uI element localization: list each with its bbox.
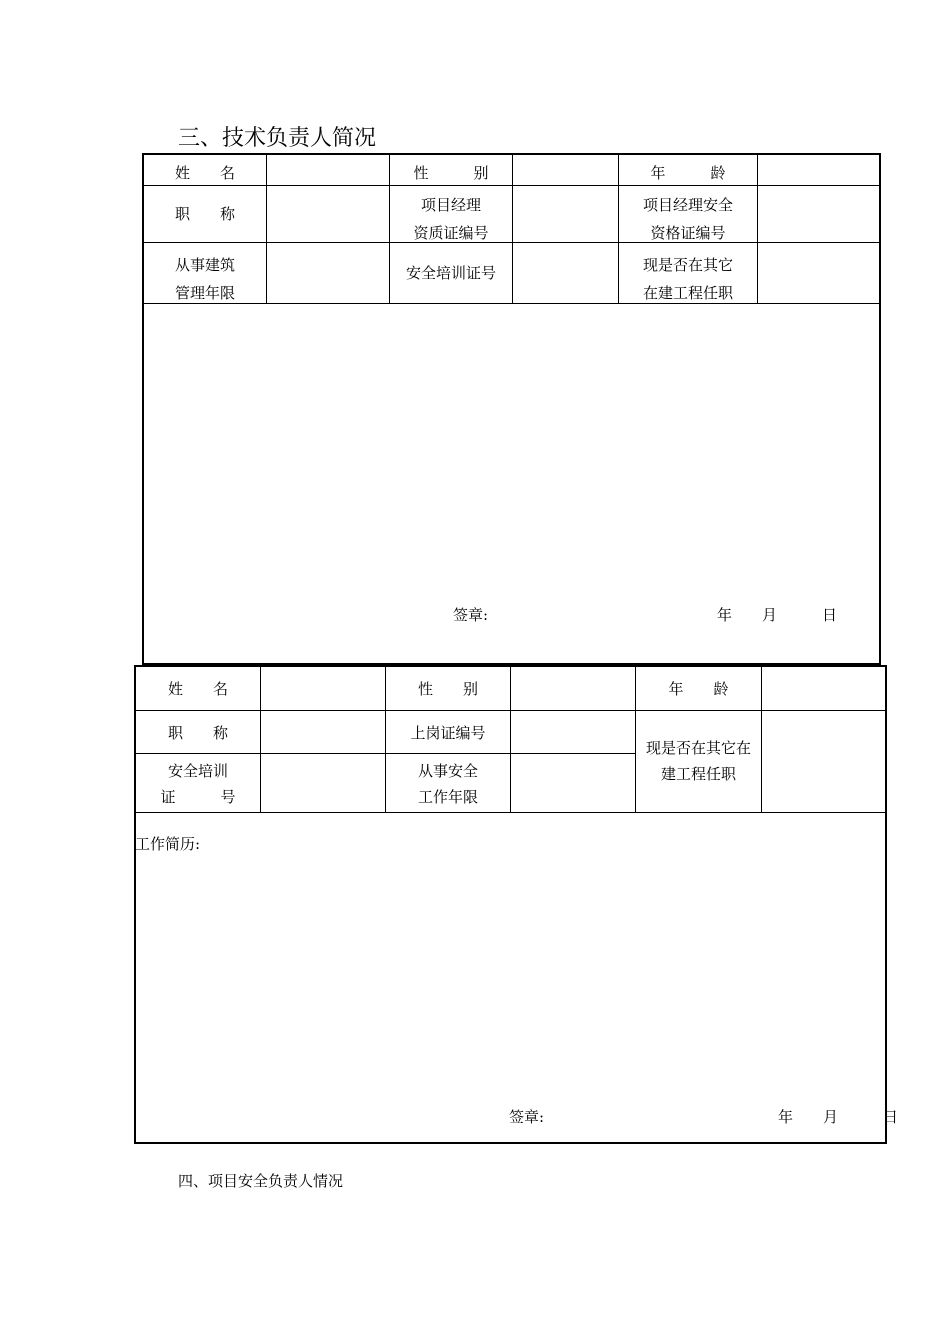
section-3-title: 三、技术负责人简况 xyxy=(178,126,377,151)
t2-name-label: 姓 名 xyxy=(167,680,228,698)
t2-other-project-label xyxy=(636,735,761,787)
t2-resume-label: 工作简历: xyxy=(135,835,201,853)
safety-training-field[interactable] xyxy=(513,243,617,302)
safety-training-label: 安全培训证号 xyxy=(405,264,496,282)
t2-safety-years-field[interactable] xyxy=(511,755,634,811)
t2-age-field[interactable] xyxy=(762,667,884,709)
pm-safety-line2: 资格证编号 xyxy=(650,224,726,242)
t2-other-project-field[interactable] xyxy=(762,711,884,811)
gender-label: 性 别 xyxy=(413,164,489,182)
pm-safety-line1: 项目经理安全 xyxy=(642,196,733,214)
age-field[interactable] xyxy=(758,155,878,184)
t2-signature-label: 签章: xyxy=(509,1108,545,1126)
t2-training-cert-label xyxy=(136,758,260,810)
t2-other-project-line2: 建工程任职 xyxy=(660,765,736,783)
t2-training-cert-field[interactable] xyxy=(261,755,384,811)
age-label: 年 龄 xyxy=(650,164,726,182)
pm-safety-cert-label xyxy=(619,191,757,247)
t2-post-cert-label: 上岗证编号 xyxy=(410,723,486,742)
other-project-line2: 在建工程任职 xyxy=(642,284,733,302)
t2-gender-label: 性 别 xyxy=(417,680,478,698)
construction-years-line2: 管理年限 xyxy=(174,284,235,302)
job-title-field[interactable] xyxy=(267,186,388,241)
other-project-line1: 现是否在其它 xyxy=(642,256,733,274)
gender-field[interactable] xyxy=(513,155,617,184)
t2-job-title-label: 职 称 xyxy=(167,723,228,742)
t2-gender-field[interactable] xyxy=(511,667,634,709)
signature-label: 签章: xyxy=(453,606,489,624)
t2-safety-years-line2: 工作年限 xyxy=(417,788,478,806)
construction-years-line1: 从事建筑 xyxy=(174,256,235,274)
t2-training-line2: 证 号 xyxy=(160,788,236,806)
other-project-field[interactable] xyxy=(758,243,878,302)
t2-date-label: 年 月 日 xyxy=(778,1108,899,1126)
date-label: 年 月 日 xyxy=(717,606,838,624)
t2-post-cert-field[interactable] xyxy=(511,711,634,752)
other-project-label xyxy=(619,251,757,307)
section-4-title: 四、项目安全负责人情况 xyxy=(178,1172,344,1190)
t2-job-title-field[interactable] xyxy=(261,711,384,752)
job-title-label: 职 称 xyxy=(174,205,235,223)
name-label: 姓 名 xyxy=(174,164,235,182)
t2-age-label: 年 龄 xyxy=(668,680,729,698)
t2-training-line1: 安全培训 xyxy=(167,762,228,780)
t2-safety-years-line1: 从事安全 xyxy=(417,762,478,780)
t2-safety-years-label xyxy=(386,758,510,810)
construction-years-field[interactable] xyxy=(267,243,388,302)
name-field[interactable] xyxy=(267,155,388,184)
pm-cert-line2: 资质证编号 xyxy=(413,224,489,242)
resume-area[interactable] xyxy=(144,305,878,585)
pm-cert-field[interactable] xyxy=(513,186,617,241)
t2-name-field[interactable] xyxy=(261,667,384,709)
construction-years-label xyxy=(144,251,266,307)
pm-cert-line1: 项目经理 xyxy=(420,196,481,214)
t2-other-project-line1: 现是否在其它在 xyxy=(645,739,751,757)
pm-cert-label xyxy=(390,191,512,247)
pm-safety-cert-field[interactable] xyxy=(758,186,878,241)
t2-resume-area[interactable] xyxy=(136,856,884,1086)
